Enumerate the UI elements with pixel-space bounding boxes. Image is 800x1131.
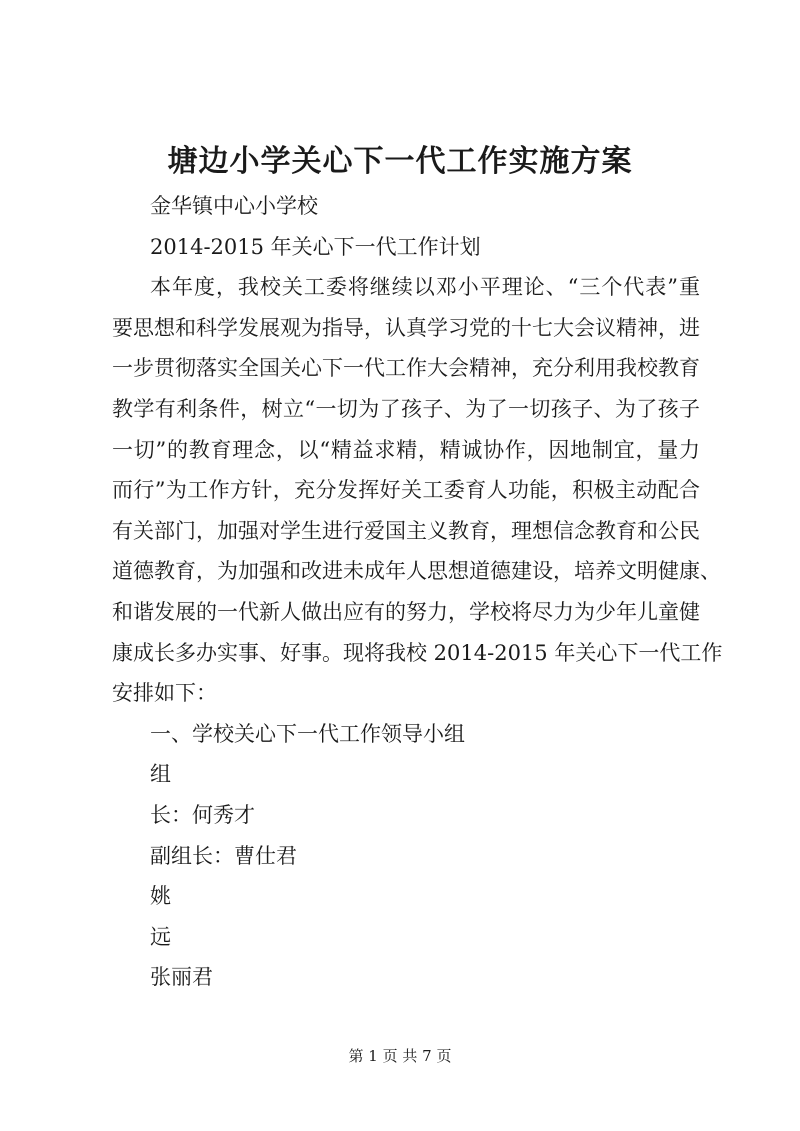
list-item: 组: [150, 762, 171, 787]
paragraph-line: 道德教育，为加强和改进未成年人思想道德建设，培养文明健康、: [112, 559, 721, 584]
list-item: 远: [150, 924, 171, 949]
document-body: [112, 186, 723, 998]
paragraph-line: 安排如下：: [112, 681, 217, 706]
paragraph-line: 和谐发展的一代新人做出应有的努力，学校将尽力为少年儿童健: [112, 599, 700, 624]
paragraph-line: 而行”为工作方针，充分发挥好关工委育人功能，积极主动配合: [112, 478, 700, 503]
paragraph-line: 康成长多办实事、好事。现将我校 2014-2015 年关心下一代工作: [112, 640, 723, 665]
paragraph-line: 有关部门，加强对学生进行爱国主义教育，理想信念教育和公民: [112, 518, 700, 543]
section-heading: 一、学校关心下一代工作领导小组: [150, 721, 465, 746]
paragraph-line: 一切”的教育理念，以“精益求精，精诚协作，因地制宜，量力: [112, 437, 700, 462]
paragraph-line: 教学有利条件，树立“一切为了孩子、为了一切孩子、为了孩子: [112, 396, 700, 421]
document-title: 塘边小学关心下一代工作实施方案: [167, 144, 633, 179]
paragraph-line: 一步贯彻落实全国关心下一代工作大会精神，充分利用我校教育: [112, 356, 700, 381]
paragraph-line: 本年度，我校关工委将继续以邓小平理论、“三个代表”重: [150, 275, 700, 300]
list-item: 副组长：曹仕君: [150, 843, 297, 868]
paragraph-line: 要思想和科学发展观为指导，认真学习党的十七大会议精神，进: [112, 315, 700, 340]
list-item: 姚: [150, 884, 171, 909]
list-item: 长：何秀才: [150, 802, 255, 827]
page-footer: 第 1 页 共 7 页: [348, 1047, 452, 1065]
list-item: 张丽君: [150, 965, 213, 990]
plan-title: 2014-2015 年关心下一代工作计划: [150, 234, 481, 259]
school-name: 金华镇中心小学校: [150, 194, 318, 218]
intro-paragraph: [112, 267, 723, 714]
